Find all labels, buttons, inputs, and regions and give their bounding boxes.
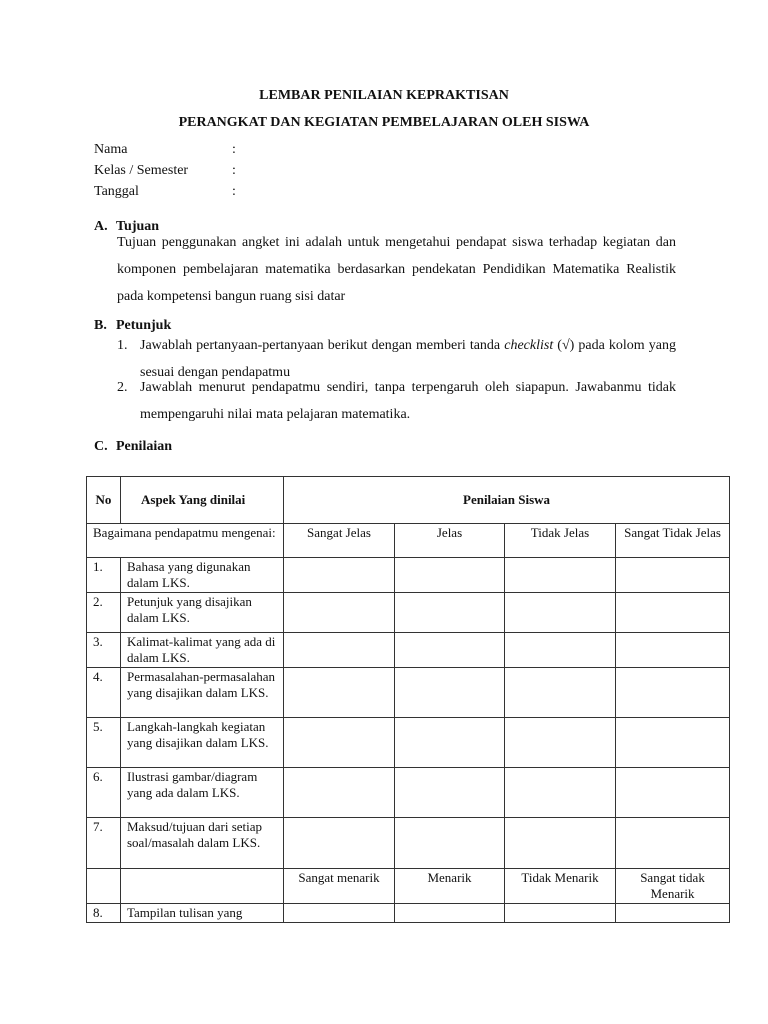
row-number: 7. — [87, 818, 121, 869]
section-letter: C. — [94, 439, 108, 454]
rating-cell[interactable] — [505, 818, 616, 869]
document-title: LEMBAR PENILAIAN KEPRAKTISAN — [259, 88, 509, 103]
rating-cell[interactable] — [616, 558, 730, 593]
identity-label: Kelas / Semester — [94, 163, 189, 178]
section-title: Petunjuk — [116, 318, 172, 333]
table-row — [87, 904, 730, 923]
rating-cell[interactable] — [284, 818, 395, 869]
header-penilaian: Penilaian Siswa — [284, 477, 730, 524]
scale-label: Jelas — [395, 524, 505, 558]
rating-cell[interactable] — [284, 904, 395, 923]
rating-cell[interactable] — [616, 633, 730, 668]
document-subtitle: PERANGKAT DAN KEGIATAN PEMBELAJARAN OLEH SISWA — [178, 115, 590, 130]
rating-cell[interactable] — [284, 593, 395, 633]
instruction-number: 1. — [117, 338, 128, 353]
rating-cell[interactable] — [284, 558, 395, 593]
section-title: Penilaian — [116, 439, 173, 454]
rating-cell[interactable] — [616, 818, 730, 869]
rating-cell[interactable] — [505, 768, 616, 818]
empty-cell — [87, 869, 121, 904]
identity-label: Nama — [94, 142, 128, 157]
table-row — [87, 668, 730, 718]
rating-cell[interactable] — [505, 904, 616, 923]
assessment-table — [86, 476, 730, 923]
rating-cell[interactable] — [505, 633, 616, 668]
table-row — [87, 718, 730, 768]
row-aspect: Maksud/tujuan dari setiap soal/masalah dalam LKS. — [121, 818, 284, 869]
row-number: 1. — [87, 558, 121, 593]
scale-label: Sangat tidak Menarik — [616, 869, 730, 904]
row-aspect: Ilustrasi gambar/diagram yang ada dalam LKS. — [121, 768, 284, 818]
table-row — [87, 633, 730, 668]
header-no: No — [87, 477, 121, 524]
rating-cell[interactable] — [395, 818, 505, 869]
row-number: 6. — [87, 768, 121, 818]
rating-cell[interactable] — [395, 718, 505, 768]
rating-cell[interactable] — [395, 593, 505, 633]
scale-label: Sangat menarik — [284, 869, 395, 904]
identity-label: Tanggal — [94, 184, 139, 199]
scale-label: Sangat Jelas — [284, 524, 395, 558]
empty-cell — [121, 869, 284, 904]
scale-label: Tidak Menarik — [505, 869, 616, 904]
row-aspect: Petunjuk yang disajikan dalam LKS. — [121, 593, 284, 633]
row-aspect: Permasalahan-permasalahan yang disajikan dalam LKS. — [121, 668, 284, 718]
rating-cell[interactable] — [616, 718, 730, 768]
rating-cell[interactable] — [616, 768, 730, 818]
row-number: 3. — [87, 633, 121, 668]
section-letter: A. — [94, 219, 108, 234]
section-letter: B. — [94, 318, 107, 333]
row-number: 4. — [87, 668, 121, 718]
rating-cell[interactable] — [505, 593, 616, 633]
table-row — [87, 768, 730, 818]
row-aspect: Bahasa yang digunakan dalam LKS. — [121, 558, 284, 593]
table-row — [87, 558, 730, 593]
rating-cell[interactable] — [284, 668, 395, 718]
rating-cell[interactable] — [505, 718, 616, 768]
instruction-text: Jawablah pertanyaan-pertanyaan berikut dengan memberi tanda checklist (√) pada kolom yang sesuai dengan pendapatmu — [140, 338, 676, 380]
rating-cell[interactable] — [616, 593, 730, 633]
scale-label: Menarik — [395, 869, 505, 904]
intro-cell: Bagaimana pendapatmu mengenai: — [87, 524, 284, 558]
rating-cell[interactable] — [284, 633, 395, 668]
scale-label: Sangat Tidak Jelas — [616, 524, 730, 558]
section-title: Tujuan — [116, 219, 160, 234]
instruction-text: Jawablah menurut pendapatmu sendiri, tanpa terpengaruh oleh siapapun. Jawabanmu tidak mempengaruhi nilai mata pelajaran matematika. — [140, 380, 676, 422]
rating-cell[interactable] — [616, 904, 730, 923]
section-c-heading — [94, 439, 172, 455]
table-row — [87, 593, 730, 633]
rating-cell[interactable] — [284, 768, 395, 818]
rating-cell[interactable] — [395, 633, 505, 668]
scale-row-1 — [87, 524, 730, 558]
section-a-body: Tujuan penggunakan angket ini adalah untuk mengetahui pendapat siswa terhadap kegiatan dan komponen pembelajaran matematika berdasarkan pendekatan Pendidikan Matematika Realistik pada kompetensi bangun ruang sisi datar — [117, 235, 676, 304]
table-header-row — [87, 477, 730, 524]
identity-colon: : — [232, 163, 236, 178]
row-aspect: Langkah-langkah kegiatan yang disajikan dalam LKS. — [121, 718, 284, 768]
instruction-number: 2. — [117, 380, 128, 395]
rating-cell[interactable] — [395, 904, 505, 923]
identity-colon: : — [232, 142, 236, 157]
scale-row-2 — [87, 869, 730, 904]
rating-cell[interactable] — [505, 668, 616, 718]
scale-label: Tidak Jelas — [505, 524, 616, 558]
rating-cell[interactable] — [395, 768, 505, 818]
rating-cell[interactable] — [395, 558, 505, 593]
row-aspect: Tampilan tulisan yang — [121, 904, 284, 923]
rating-cell[interactable] — [284, 718, 395, 768]
row-aspect: Kalimat-kalimat yang ada di dalam LKS. — [121, 633, 284, 668]
rating-cell[interactable] — [616, 668, 730, 718]
table-row — [87, 818, 730, 869]
row-number: 5. — [87, 718, 121, 768]
rating-cell[interactable] — [505, 558, 616, 593]
identity-colon: : — [232, 184, 236, 199]
rating-cell[interactable] — [395, 668, 505, 718]
row-number: 8. — [87, 904, 121, 923]
row-number: 2. — [87, 593, 121, 633]
header-aspek: Aspek Yang dinilai — [121, 477, 284, 524]
